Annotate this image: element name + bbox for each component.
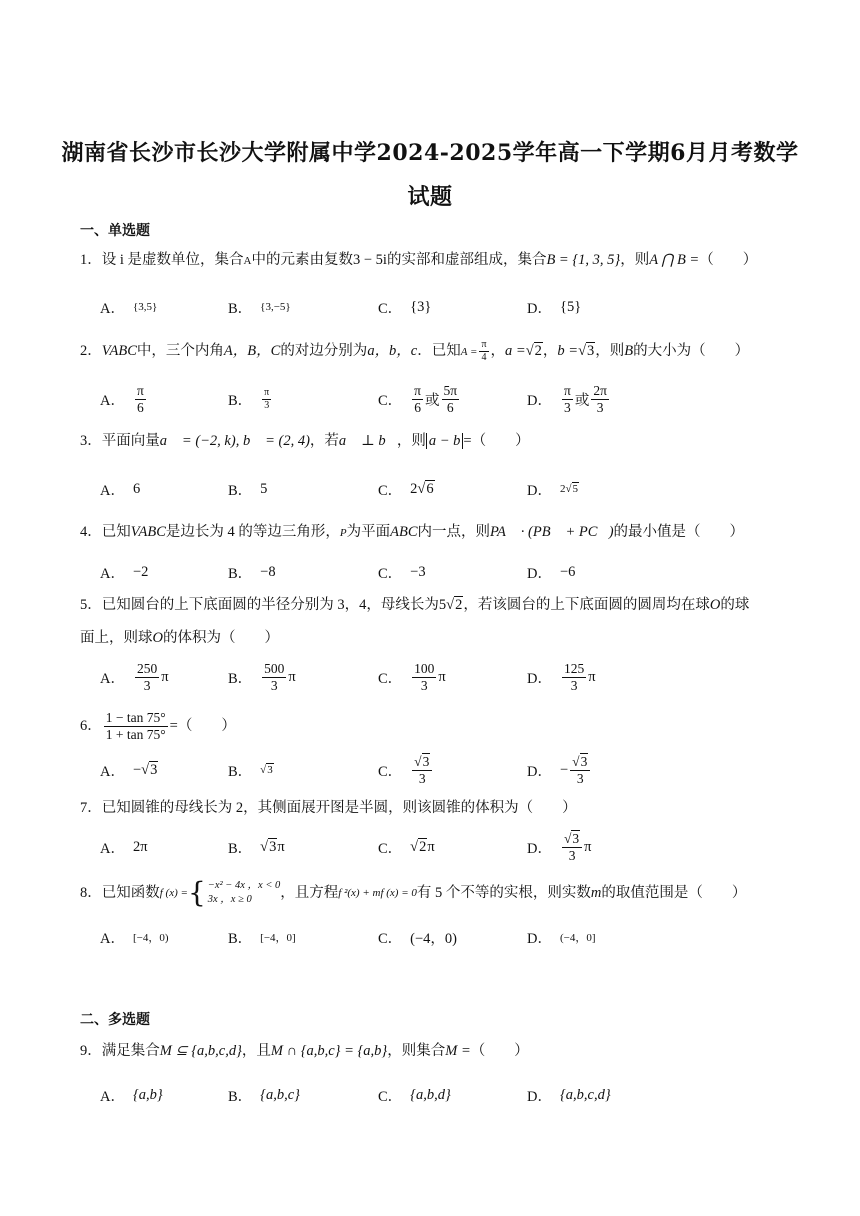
section-heading-multi: 二、多选题 — [80, 1012, 150, 1028]
option-c[interactable] — [378, 662, 446, 692]
denominator: 3 — [564, 399, 571, 415]
option-label: A． — [100, 1088, 125, 1105]
radicand: 3 — [580, 753, 588, 769]
q4-plane: ABC — [390, 524, 418, 540]
option-d[interactable] — [527, 832, 591, 862]
denominator: 1 + tan 75° — [105, 726, 166, 742]
q8-options — [100, 922, 800, 952]
option-b[interactable] — [228, 557, 276, 587]
option-fraction — [412, 661, 436, 694]
q8-text: 有 5 个不等的实根，则实数 — [416, 885, 591, 901]
coefficient: 5 — [438, 597, 447, 613]
q4-text: 内一点，则 — [417, 524, 491, 540]
q4-text: 已知 — [101, 524, 131, 540]
q3-text: =（ ） — [463, 433, 530, 449]
q9-options — [100, 1080, 800, 1110]
q2-text: ， — [490, 343, 506, 359]
question-7 — [80, 795, 785, 821]
q8-equation: f ²(x) + mf (x) = 0 — [338, 887, 417, 899]
option-label: D． — [527, 482, 552, 499]
q9-text: ，且 — [241, 1043, 271, 1059]
numerator: π — [136, 382, 144, 398]
q1-text-g: ，则 — [620, 252, 650, 268]
option-d[interactable] — [527, 292, 581, 322]
option-label: B． — [228, 930, 253, 947]
denominator: 3 — [420, 677, 428, 693]
q5-text: 的球 — [720, 597, 750, 613]
denominator: 4 — [481, 352, 487, 364]
option-value: {3,−5} — [260, 301, 291, 313]
question-number: 1． — [80, 252, 102, 268]
option-c[interactable] — [378, 922, 457, 952]
option-fraction — [591, 383, 609, 416]
q3-perp: a⃗ ⊥ b⃗ — [338, 433, 397, 449]
q8-function: f (x) = — [159, 887, 188, 899]
option-value: {a,b,c} — [260, 1086, 300, 1103]
option-value: {3,5} — [132, 301, 158, 313]
question-number: 9． — [80, 1043, 102, 1059]
option-label: C． — [378, 763, 403, 780]
option-a[interactable] — [100, 922, 169, 952]
option-b[interactable] — [228, 832, 285, 862]
numerator: 1 − tan 75° — [105, 709, 166, 725]
option-label: D． — [527, 1088, 552, 1105]
option-fraction — [135, 383, 146, 416]
denominator: 6 — [446, 399, 454, 415]
option-value: −3 — [410, 563, 426, 580]
minus-sign: − — [559, 761, 569, 778]
option-sqrt: √6 — [417, 480, 434, 497]
option-value: {a,b} — [132, 1086, 163, 1103]
pi: π — [438, 668, 446, 685]
option-fraction — [562, 383, 573, 416]
option-label: B． — [228, 300, 253, 317]
radicand: 2 — [455, 597, 463, 613]
option-b[interactable] — [228, 922, 296, 952]
piece-row: 3x ，x ≥ 0 — [207, 894, 252, 905]
option-value: −2 — [132, 563, 149, 580]
option-value: (−4，0) — [410, 930, 458, 947]
option-d[interactable] — [527, 557, 575, 587]
option-value: 5 — [260, 480, 268, 497]
numerator: π — [481, 339, 487, 351]
option-value: {5} — [559, 298, 582, 315]
q2-side-b: b = — [557, 343, 579, 359]
q2-fraction — [479, 339, 488, 364]
q9-text: 满足集合 — [101, 1043, 160, 1059]
q2-text: ， — [542, 343, 558, 359]
q5-text: ，若该圆台的上下底面圆的圆周均在球 — [463, 597, 710, 613]
option-c[interactable] — [378, 292, 431, 322]
question-6 — [80, 708, 785, 744]
option-label: A． — [100, 392, 125, 409]
option-fraction — [262, 661, 286, 694]
or-text: 或 — [425, 392, 440, 409]
option-label: D． — [527, 565, 552, 582]
option-value: {a,b,c,d} — [559, 1086, 611, 1103]
option-label: C． — [378, 300, 403, 317]
option-a[interactable] — [100, 1080, 163, 1110]
q2-angle-a: A = — [460, 346, 478, 358]
q3-magnitude: a − b — [426, 433, 464, 449]
denominator: 3 — [576, 770, 584, 786]
question-2 — [80, 338, 785, 365]
or-text: 或 — [574, 392, 590, 409]
question-8 — [80, 874, 785, 912]
denominator: 6 — [137, 399, 144, 415]
q4-text: 为平面 — [346, 524, 391, 540]
question-number: 4． — [80, 524, 102, 540]
q5-options — [100, 662, 800, 692]
coefficient: 2 — [559, 483, 566, 495]
option-sqrt: √3 — [260, 838, 277, 855]
option-label: C． — [378, 840, 403, 857]
q5-sphere: O — [152, 630, 163, 646]
question-number: 2． — [80, 343, 102, 359]
question-1 — [80, 247, 785, 274]
minus-sign: − — [132, 761, 142, 778]
option-c[interactable] — [378, 384, 461, 414]
option-sqrt: √5 — [565, 483, 579, 495]
option-d[interactable] — [527, 1080, 611, 1110]
q6-options — [100, 755, 800, 785]
pi: π — [161, 668, 169, 685]
q2-text: 中，三个内角 — [136, 343, 224, 359]
pi: π — [288, 668, 296, 685]
q3-text: 平面向量 — [101, 433, 160, 449]
q2-sides: a，b，c — [367, 343, 418, 359]
q2-text: ．已知 — [417, 343, 461, 359]
option-b[interactable] — [228, 292, 291, 322]
q9-subset: M ⊆ {a,b,c,d} — [159, 1043, 242, 1059]
option-label: B． — [228, 840, 253, 857]
q3-vectors: a⃗ = (−2, k), b⃗ = (2, 4) — [159, 433, 310, 449]
option-d[interactable] — [527, 662, 596, 692]
option-value: −6 — [559, 563, 576, 580]
q8-param: m — [590, 885, 602, 901]
numerator: 250 — [136, 660, 158, 676]
section-heading-single: 一、单选题 — [80, 223, 150, 239]
option-label: B． — [228, 1088, 253, 1105]
pi: π — [588, 668, 596, 685]
option-c[interactable] — [378, 474, 435, 504]
option-label: C． — [378, 482, 403, 499]
option-label: B． — [228, 670, 253, 687]
q7-options — [100, 832, 800, 862]
option-label: C． — [378, 392, 403, 409]
radicand: 3 — [587, 343, 595, 359]
denominator: 3 — [568, 847, 576, 863]
q4-options — [100, 557, 800, 587]
question-3 — [80, 428, 785, 454]
q9-text: ，则集合 — [387, 1043, 446, 1059]
option-label: D． — [527, 392, 552, 409]
option-fraction — [135, 661, 159, 694]
option-value: (−4，0] — [559, 932, 596, 944]
q1-set-b: B = {1, 3, 5} — [546, 252, 621, 268]
numerator: π — [563, 382, 571, 398]
radicand: 3 — [422, 753, 430, 769]
option-value: −8 — [260, 563, 276, 580]
option-label: A． — [100, 930, 125, 947]
question-9 — [80, 1038, 785, 1064]
q8-text: 的取值范围是（ ） — [601, 885, 747, 901]
option-b[interactable] — [228, 755, 274, 785]
option-label: A． — [100, 840, 125, 857]
option-label: D． — [527, 840, 552, 857]
q1-paren: （ ） — [699, 252, 758, 268]
q6-text: =（ ） — [169, 718, 236, 734]
q8-piecewise: { −x² − 4x ，x < 0 3x ，x ≥ 0 — [187, 876, 281, 909]
radicand: 3 — [572, 830, 580, 846]
option-label: C． — [378, 1088, 403, 1105]
option-label: D． — [527, 670, 552, 687]
option-c[interactable] — [378, 1080, 451, 1110]
numerator: 2π — [593, 382, 607, 398]
option-a[interactable] — [100, 662, 169, 692]
option-label: B． — [228, 482, 253, 499]
q5-sqrt: √2 — [446, 597, 463, 613]
option-sqrt: √3 — [141, 761, 158, 778]
option-fraction — [412, 754, 432, 787]
option-value: {a,b,d} — [410, 1086, 451, 1103]
q3-text: ，若 — [309, 433, 339, 449]
denominator: 3 — [264, 399, 270, 411]
option-label: C． — [378, 670, 403, 687]
option-b[interactable] — [228, 384, 273, 414]
option-label: D． — [527, 300, 552, 317]
question-5-cont — [80, 625, 785, 651]
numerator: π — [264, 386, 270, 398]
q1-intersection: A ⋂ B = — [649, 252, 700, 268]
option-value: 6 — [132, 480, 141, 497]
option-d[interactable] — [527, 384, 611, 414]
question-number: 5． — [80, 597, 102, 613]
radicand: 3 — [269, 838, 277, 855]
numerator: 500 — [264, 660, 285, 676]
radicand: 2 — [419, 838, 427, 855]
option-b[interactable] — [228, 474, 267, 504]
denominator: 3 — [143, 677, 151, 693]
q2-sqrt: √2 — [525, 343, 542, 359]
radicand: 3 — [267, 764, 273, 776]
question-4 — [80, 519, 785, 546]
q7-text: 已知圆锥的母线长为 2，其侧面展开图是半圆，则该圆锥的体积为（ ） — [101, 800, 577, 816]
q5-sphere: O — [709, 597, 721, 613]
question-number: 6． — [80, 718, 102, 734]
q1-text-e: 的实部和虚部组成，集合 — [386, 252, 547, 268]
pi: π — [277, 838, 285, 855]
q2-options — [100, 384, 800, 414]
option-value: [−4，0] — [260, 932, 296, 944]
option-fraction — [570, 754, 590, 787]
q4-point: P — [339, 527, 347, 539]
q9-intersection: M ∩ {a,b,c} = {a,b} — [270, 1043, 388, 1059]
option-fraction — [562, 661, 586, 694]
q2-angle-b: B — [624, 343, 634, 359]
q2-text: 的大小为（ ） — [633, 343, 750, 359]
piece-row: −x² − 4x ，x < 0 — [207, 880, 281, 891]
option-a[interactable] — [100, 755, 158, 785]
option-c[interactable] — [378, 755, 434, 785]
pi: π — [584, 838, 592, 855]
option-c[interactable] — [378, 832, 435, 862]
denominator: 3 — [270, 677, 278, 693]
option-a[interactable] — [100, 832, 148, 862]
option-label: A． — [100, 670, 125, 687]
doc-title-line2: 试题 — [407, 184, 453, 210]
numerator: √3 — [570, 754, 590, 771]
question-number: 8． — [80, 885, 102, 901]
option-fraction — [412, 383, 423, 416]
denominator: 6 — [414, 399, 421, 415]
q3-text: ，则 — [396, 433, 426, 449]
q1-complex: 3 − 5i — [352, 252, 387, 268]
doc-title-line1: 湖南省长沙市长沙大学附属中学2024-2025学年高一下学期6月月考数学 — [61, 140, 799, 166]
q4-text: 的最小值是（ ） — [613, 524, 745, 540]
option-a[interactable] — [100, 384, 148, 414]
q9-set-m: M = — [445, 1043, 471, 1059]
option-fraction — [262, 387, 271, 412]
option-a[interactable] — [100, 292, 157, 322]
option-label: C． — [378, 565, 403, 582]
radicand: 3 — [150, 761, 158, 778]
question-number: 3． — [80, 433, 102, 449]
option-d[interactable] — [527, 755, 592, 785]
option-fraction — [442, 383, 460, 416]
radicand: 6 — [426, 480, 434, 497]
option-label: C． — [378, 930, 403, 947]
q5-text: 面上，则球 — [80, 630, 153, 646]
option-a[interactable] — [100, 557, 148, 587]
question-number: 7． — [80, 800, 102, 816]
q6-fraction — [104, 710, 168, 743]
pi: π — [427, 838, 435, 855]
option-label: A． — [100, 565, 125, 582]
option-label: D． — [527, 930, 552, 947]
option-label: A． — [100, 763, 125, 780]
option-value: {3} — [410, 298, 432, 315]
denominator: 3 — [570, 677, 578, 693]
option-label: B． — [228, 763, 253, 780]
numerator: π — [414, 382, 421, 398]
option-fraction — [562, 831, 582, 864]
numerator: √3 — [412, 754, 432, 771]
q4-text: 是边长为 4 的等边三角形， — [165, 524, 340, 540]
coefficient: 2 — [410, 480, 418, 497]
option-sqrt: √2 — [410, 838, 427, 855]
q5-text: 已知圆台的上下底面圆的半径分别为 3，4，母线长为 — [101, 597, 439, 613]
q2-angles: A，B，C — [223, 343, 281, 359]
option-label: A． — [100, 300, 125, 317]
q9-text: （ ） — [470, 1043, 529, 1059]
q2-text: ，则 — [595, 343, 625, 359]
option-label: D． — [527, 763, 552, 780]
q8-text: 已知函数 — [101, 885, 160, 901]
option-b[interactable] — [228, 1080, 300, 1110]
q1-text-a: 设 i 是虚数单位，集合 — [101, 252, 244, 268]
q8-text: ，且方程 — [280, 885, 339, 901]
q4-triangle: VABC — [130, 524, 166, 540]
q2-triangle: VABC — [101, 343, 137, 359]
option-label: B． — [228, 392, 253, 409]
numerator: √3 — [562, 831, 582, 848]
option-a[interactable] — [100, 474, 140, 504]
q2-sqrt: √3 — [578, 343, 595, 359]
question-5 — [80, 592, 785, 618]
radicand: 5 — [572, 483, 579, 495]
q1-options — [100, 292, 800, 322]
numerator: 5π — [443, 382, 458, 398]
option-value: 2π — [132, 838, 148, 855]
q5-text: 的体积为（ ） — [162, 630, 279, 646]
option-label: B． — [228, 565, 253, 582]
option-value: [−4，0) — [132, 932, 169, 944]
option-d[interactable] — [527, 474, 579, 504]
radicand: 2 — [534, 343, 542, 359]
numerator: 125 — [563, 660, 585, 676]
option-b[interactable] — [228, 662, 296, 692]
denominator: 3 — [596, 399, 604, 415]
q3-options — [100, 474, 800, 504]
q2-side-a: a = — [505, 343, 526, 359]
denominator: 3 — [418, 770, 426, 786]
option-sqrt: √3 — [260, 764, 273, 776]
numerator: 100 — [414, 660, 435, 676]
q1-text-c: 中的元素由复数 — [251, 252, 353, 268]
q4-dot-product: PA⃗ · (PB⃗ + PC⃗) — [490, 524, 614, 540]
option-label: A． — [100, 482, 125, 499]
option-d[interactable] — [527, 922, 596, 952]
q2-text: 的对边分别为 — [280, 343, 368, 359]
option-c[interactable] — [378, 557, 426, 587]
q1-set-a: A — [243, 255, 252, 267]
